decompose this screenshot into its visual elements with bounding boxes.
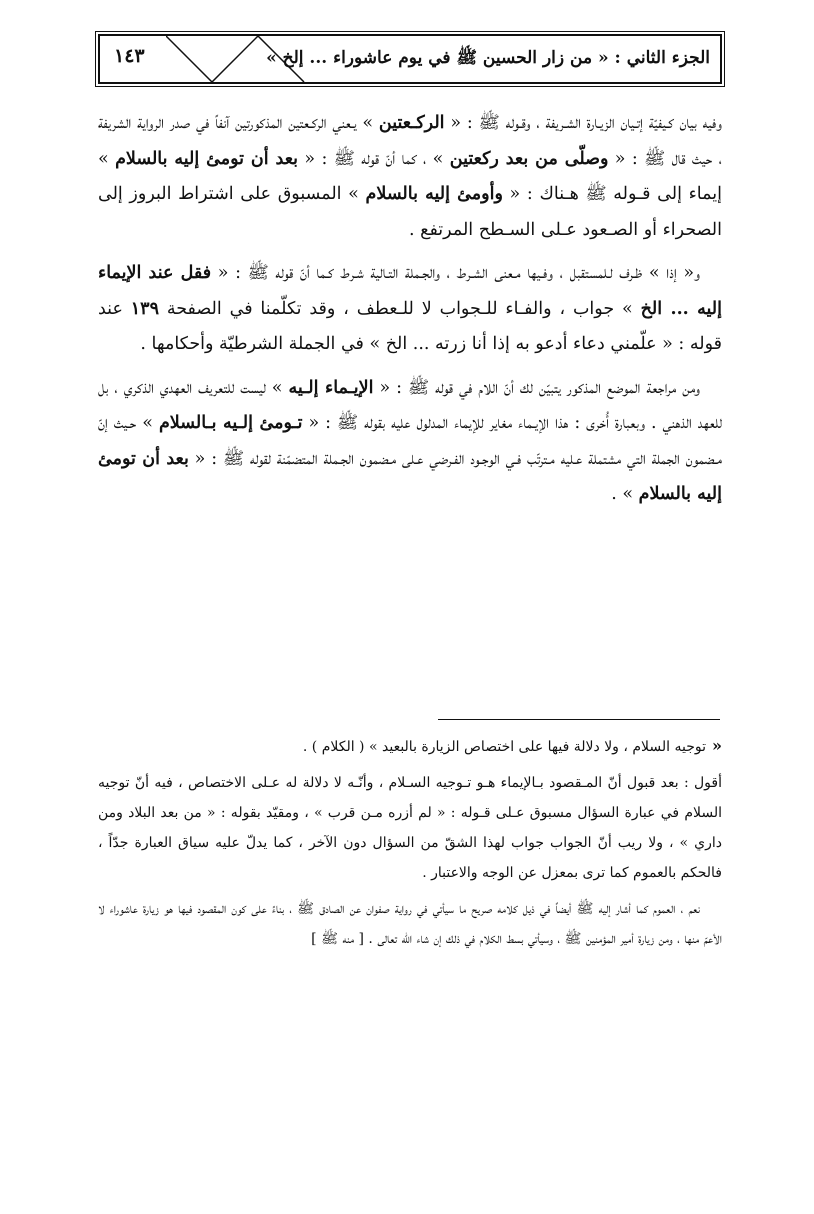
- paragraph-3: [98, 371, 722, 513]
- text-run: وفيه بيان كـيفيّة إتـيان الزيـارة الشـريفة ، وقـوله ﷺ : «: [444, 113, 722, 133]
- footnote-separator: [438, 719, 720, 720]
- text-run: » إيماء إلى قـوله ﷺ هـناك : «: [98, 148, 722, 204]
- footnote-text: أقول : بعد قبول أنّ المـقصود بـالإيماء هـو تـوجيه السـلام ، وأنّـه لا دلالة له عـلى الاختصاص ، فيه أنّ توجيه السلام في عبارة السؤال مسبوق عـلى قـوله : « لم أزره مـن قرب » ، ومقيّد بقوله : « من بعد البلاد ومن داري » ، ولا ريب أنّ الجواب جواب لهذا الشقّ من السؤال دون الآخر ، كما يدلّ عليه سياق العبارة جدّاً ، فالحكم بالعموم كما ترى بمعزل عن الوجه والاعتبار .: [98, 775, 722, 881]
- text-run: عند قوله : « علّمني دعاء أدعو به إذا أنا زرته ... الخ » في الجملة الشرطيّة وأحكامها .: [98, 298, 722, 354]
- quoted-phrase: تـومئ إلـيه بـالسلام: [158, 413, 303, 433]
- footnote-text: توجيه السلام ، ولا دلالة فيها على اختصاص الزيارة بالبعيد » ( الكلام ) .: [302, 739, 706, 755]
- text-run: » ليست للتعريف العهدي الذكري ، بل للعهد الذهني . وبعبارة أُخرى : هذا الإيـماء مغاير للإيماء المدلول عليه بقوله ﷺ : «: [98, 377, 723, 433]
- text-run: » يـعني الركـعتين المذكورتين آنفاً في صدر الرواية الشريفة ، حيث قال ﷺ : «: [98, 113, 722, 169]
- quoted-phrase: وصلّى من بعد ركعتين: [449, 148, 609, 169]
- quoted-phrase: بعد أن تومئ إليه بالسلام: [98, 448, 722, 504]
- running-header-title: الجزء الثاني : « من زار الحسين ﷺ في يوم عاشوراء ... إلخ »: [266, 48, 710, 68]
- quoted-phrase: فقل عند الإيماء إليه ... الخ: [98, 263, 723, 319]
- footnote-paragraph: [98, 894, 722, 954]
- quoted-phrase: بعد أن تومئ إليه بالسلام: [115, 148, 299, 169]
- quoted-phrase: وأومئ إليه بالسلام: [365, 184, 503, 204]
- text-run: » حـيث إنّ مـضمون الجملة التي مشتملة عـليه مـترتّب فـي الوجـود الفـرضي عـلى مـضمون الجـملة المتضمّنة لقوله ﷺ : «: [98, 413, 722, 469]
- text-run: » جواب ، والفـاء للـجواب لا للـعطف ، وقد تكلّمنا في الصفحة: [158, 298, 641, 319]
- paragraph-1: [98, 106, 722, 248]
- page-header: [98, 34, 722, 84]
- footnote-text: نعم ، العموم كما أشار إليه ﷺ أيضاً في ذيل كلامه صريح ما سيأتي في رواية صفوان عن الصادق ﷺ ، بناءً على كون المقصود فيها هو زيارة عاشوراء لا الأعمّ منها ، ومن زيارة أمير المؤمنين ﷺ ، وسيأتي بسط الكلام في ذلك إن شاء الله تعالى .: [98, 901, 722, 947]
- quoted-phrase: الركـعتين: [378, 113, 445, 133]
- text-run: ومن مراجعة الموضع المذكور يتبيّن لك أنّ اللام في قوله ﷺ : «: [373, 377, 700, 398]
- text-run: و« إذا » ظـرف لـلمستقبل ، وفـيها مـعنى الشـرط ، والجـملة التـالية شـرط كـما أنّ قوله ﷺ : «: [211, 263, 700, 283]
- continuation-mark: «: [712, 736, 722, 755]
- page-number: ١٤٣: [114, 45, 145, 67]
- footnote-paragraph: [98, 768, 722, 888]
- footnote-continuation: [98, 731, 722, 762]
- text-run: » ، كما أنّ قوله ﷺ : «: [298, 148, 450, 169]
- page-reference: ١٣٩: [130, 298, 159, 319]
- text-run: » .: [611, 484, 639, 504]
- footnotes: [98, 731, 722, 960]
- quoted-phrase: الإيـماء إلـيه: [288, 377, 374, 398]
- main-text: [98, 106, 722, 521]
- footnote-source: [ منه ﷺ ]: [311, 931, 364, 947]
- paragraph-2: [98, 256, 722, 363]
- text-run: » المسبوق على اشتراط البروز إلى الصحراء أو الصـعود عـلى السـطح المرتفع .: [98, 184, 722, 240]
